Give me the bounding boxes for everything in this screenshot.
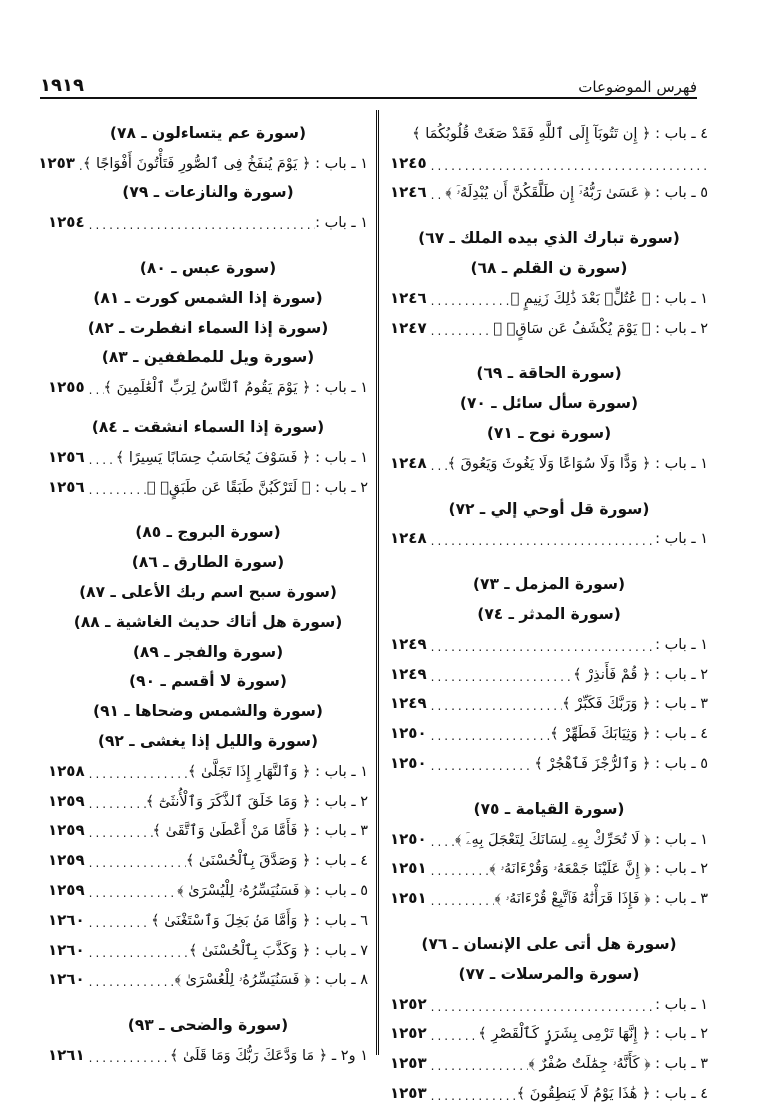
dot-leader	[427, 535, 656, 547]
toc-entry	[48, 959, 368, 989]
toc-entry	[48, 436, 368, 466]
entry-page-number: ١٢٥٥	[48, 378, 85, 397]
dot-leader	[85, 1052, 170, 1064]
toc-entry	[48, 201, 368, 231]
entry-page-number: ١٢٦٠	[48, 970, 85, 989]
surah-heading: (سورة الحاقة ـ ٦٩)	[476, 364, 622, 383]
dot-leader	[427, 160, 708, 172]
dot-leader	[427, 836, 455, 848]
dot-leader	[85, 454, 116, 466]
dot-leader	[85, 798, 146, 810]
entry-label: ٥ ـ باب : ﴿ وَٱلرُّجْزَ فَٱهْجُرْ ﴾	[534, 755, 708, 772]
surah-heading: (سورة البروج ـ ٨٥)	[135, 523, 281, 542]
dot-leader	[427, 460, 448, 472]
toc-entry	[390, 1072, 708, 1102]
toc-entry	[390, 172, 708, 202]
entry-label: ٣ ـ باب : ﴿ فَإِذَا قَرَأْنَٰهُ فَٱتَّبِعْ قُرْءَانَهُۥ ﴾	[494, 891, 708, 908]
spacer	[390, 907, 708, 923]
entry-label: ١ ـ باب : ﴿ فَسَوْفَ يُحَاسَبُ حِسَابًا يَسِيرًا ﴾	[115, 449, 368, 466]
page-number: ١٩١٩	[40, 75, 84, 96]
spacer	[48, 988, 368, 1004]
toc-entry	[38, 142, 368, 172]
surah-heading: (سورة سأل سائل ـ ٧٠)	[459, 394, 639, 413]
toc-entry	[390, 983, 708, 1013]
surah-heading: (سورة قل أوحي إلي ـ ٧٢)	[448, 499, 650, 518]
entry-label: ١ ـ باب : ﴿ يَوْمَ يُنفَخُ فِى ٱلصُّورِ فَتَأْتُونَ أَفْوَاجًا ﴾	[82, 155, 368, 172]
entry-page-number: ١٢٤٦	[390, 183, 427, 202]
entry-label: ٥ ـ باب : ﴿ عَسَىٰ رَبُّهُۥٓ إِن طَلَّقَكُنَّ أَن يُبْدِلَهُۥٓ ﴾	[445, 185, 708, 202]
entry-label: ٤ ـ باب : ﴿ هَٰذَا يَوْمُ لَا يَنطِقُونَ ﴾	[516, 1085, 708, 1102]
index-column-left	[38, 112, 368, 1064]
toc-entry	[48, 750, 368, 780]
spacer	[390, 772, 708, 788]
toc-entry	[48, 366, 368, 396]
entry-label: ٣ ـ باب : ﴿ فَأَمَّا مَنْ أَعْطَىٰ وَٱتَّقَىٰ ﴾	[152, 823, 368, 840]
entry-page-number: ١٢٦٠	[48, 910, 85, 929]
dot-leader	[85, 384, 104, 396]
dot-leader	[85, 219, 316, 231]
surah-heading: (سورة القيامة ـ ٧٥)	[473, 799, 625, 818]
entry-page-number: ١٢٥٩	[48, 821, 85, 840]
column-separator	[376, 110, 379, 1055]
entry-page-number: ١٢٥٣	[38, 153, 75, 172]
spacer	[48, 396, 368, 406]
surah-heading: (سورة سبح اسم ربك الأعلى ـ ٨٧)	[79, 582, 337, 601]
entry-page-number: ١٢٦٠	[48, 940, 85, 959]
spacer	[390, 337, 708, 353]
entry-label: ٤ ـ باب : ﴿ وَصَدَّقَ بِٱلْحُسْنَىٰ ﴾	[185, 853, 368, 870]
entry-page-number: ١٢٥٠	[390, 724, 427, 743]
dot-leader	[427, 760, 535, 772]
toc-entry	[390, 112, 708, 142]
toc-entry	[390, 818, 708, 848]
toc-entry	[390, 623, 708, 653]
dot-leader	[85, 484, 147, 496]
entry-page-number: ١٢٥٩	[48, 880, 85, 899]
spacer	[390, 201, 708, 217]
spacer	[390, 547, 708, 563]
entry-label: ٨ ـ باب : ﴿ فَسَنُيَسِّرُهُۥ لِلْعُسْرَىٰ ﴾	[174, 972, 368, 989]
toc-entry	[390, 1013, 708, 1043]
toc-entry	[390, 518, 708, 548]
dot-leader	[427, 325, 494, 337]
dot-leader	[427, 895, 495, 907]
toc-entry	[390, 712, 708, 742]
surah-heading: (سورة المدثر ـ ٧٤)	[477, 604, 621, 623]
toc-entry	[390, 142, 708, 172]
entry-label: ٢ ـ باب : ﴿ لَتَرْكَبُنَّ طَبَقًا عَن طَبَقٍۢ ﴾	[146, 479, 368, 496]
entry-page-number: ١٢٤٨	[390, 453, 427, 472]
surah-heading: (سورة هل أتاك حديث الغاشية ـ ٨٨)	[73, 612, 343, 631]
entry-page-number: ١٢٥١	[390, 889, 427, 908]
dot-leader	[427, 865, 490, 877]
dot-leader	[427, 730, 550, 742]
toc-entry	[390, 683, 708, 713]
entry-label: ٢ ـ باب : ﴿ وَمَا خَلَقَ ٱلذَّكَرَ وَٱلْأُنثَىٰٓ ﴾	[145, 793, 368, 810]
toc-entry	[390, 877, 708, 907]
spacer	[48, 496, 368, 512]
entry-page-number: ١٢٤٩	[390, 664, 427, 683]
dot-leader	[85, 768, 188, 780]
surah-heading: (سورة الطارق ـ ٨٦)	[131, 553, 285, 572]
surah-heading: (سورة والشمس وضحاها ـ ٩١)	[92, 702, 324, 721]
entry-page-number: ١٢٥٩	[48, 791, 85, 810]
entry-label: ١ ـ باب : ﴿ وَٱلنَّهَارِ إِذَا تَجَلَّىٰ ﴾	[187, 763, 368, 780]
entry-page-number: ١٢٥٢	[390, 994, 427, 1013]
dot-leader	[85, 947, 189, 959]
surah-heading: (سورة والليل إذا يغشى ـ ٩٢)	[97, 731, 319, 750]
toc-entry	[48, 839, 368, 869]
entry-label: ٢ ـ باب : ﴿ إِنَّهَا تَرْمِى بِشَرَرٍۢ كَٱلْقَصْرِ ﴾	[478, 1026, 708, 1043]
toc-entry	[390, 277, 708, 307]
dot-leader	[427, 1090, 517, 1102]
entry-page-number: ١٢٤٦	[390, 288, 427, 307]
entry-label: ١ ـ باب : ﴿ عُتُلٍّۭ بَعْدَ ذَٰلِكَ زَنِيمٍ ﴾	[510, 290, 708, 307]
entry-label: ١ ـ باب :	[655, 531, 708, 548]
spacer	[390, 472, 708, 488]
entry-page-number: ١٢٥٣	[390, 1054, 427, 1073]
surah-heading: (سورة ويل للمطففين ـ ٨٣)	[101, 348, 315, 367]
surah-heading: (سورة والنازعات ـ ٧٩)	[122, 183, 294, 202]
dot-leader	[427, 700, 563, 712]
entry-label: ٤ ـ باب : ﴿ وَثِيَابَكَ فَطَهِّرْ ﴾	[550, 726, 708, 743]
entry-label: ١ ـ باب :	[655, 636, 708, 653]
dot-leader	[85, 976, 175, 988]
toc-entry	[48, 810, 368, 840]
spacer	[48, 231, 368, 247]
entry-page-number: ١٢٥٦	[48, 447, 85, 466]
surah-heading: (سورة عم يتساءلون ـ ٧٨)	[109, 123, 307, 142]
toc-entry	[48, 780, 368, 810]
toc-entry	[390, 307, 708, 337]
toc-entry	[48, 899, 368, 929]
entry-page-number: ١٢٥٨	[48, 761, 85, 780]
entry-page-number: ١٢٥٤	[48, 213, 85, 232]
entry-label: ٢ ـ باب : ﴿ قُمْ فَأَنذِرْ ﴾	[573, 666, 708, 683]
surah-heading: (سورة والمرسلات ـ ٧٧)	[458, 964, 640, 983]
surah-heading: (سورة عبس ـ ٨٠)	[139, 258, 277, 277]
dot-leader	[427, 295, 511, 307]
toc-entry	[390, 653, 708, 683]
entry-page-number: ١٢٥٠	[390, 829, 427, 848]
dot-leader	[85, 857, 186, 869]
toc-entry	[48, 869, 368, 899]
dot-leader	[427, 189, 446, 201]
entry-label: ١ ـ باب : ﴿ لَا تُحَرِّكْ بِهِۦ لِسَانَكَ لِتَعْجَلَ بِهِۦٓ ﴾	[455, 831, 708, 848]
dot-leader	[427, 641, 656, 653]
entry-page-number: ١٢٤٧	[390, 318, 427, 337]
dot-leader	[427, 671, 574, 683]
entry-label: ١ ـ باب :	[655, 996, 708, 1013]
entry-label: ٤ ـ باب : ﴿ إِن تَتُوبَآ إِلَى ٱللَّهِ فَقَدْ صَغَتْ قُلُوبُكُمَا ﴾	[412, 125, 708, 142]
surah-heading: (سورة إذا السماء انشقت ـ ٨٤)	[91, 417, 325, 436]
dot-leader	[75, 160, 83, 172]
entry-page-number: ١٢٥٩	[48, 851, 85, 870]
entry-label: ١ ـ باب :	[315, 215, 368, 232]
surah-heading: (سورة إذا السماء انفطرت ـ ٨٢)	[87, 318, 329, 337]
entry-page-number: ١٢٥٠	[390, 753, 427, 772]
entry-label: ٥ ـ باب : ﴿ فَسَنُيَسِّرُهُۥ لِلْيُسْرَىٰ ﴾	[177, 882, 368, 899]
header-rule	[40, 97, 697, 99]
toc-entry	[48, 1034, 368, 1064]
entry-label: ٢ ـ باب : ﴿ يَوْمَ يُكْشَفُ عَن سَاقٍۢ ﴾	[493, 320, 708, 337]
entry-page-number: ١٢٥٣	[390, 1083, 427, 1102]
entry-page-number: ١٢٤٥	[390, 153, 427, 172]
entry-label: ٧ ـ باب : ﴿ وَكَذَّبَ بِٱلْحُسْنَىٰ ﴾	[188, 942, 368, 959]
dot-leader	[85, 917, 152, 929]
dot-leader	[85, 887, 178, 899]
index-column-right	[390, 112, 708, 1102]
toc-entry	[390, 442, 708, 472]
running-title: فهرس الموضوعات	[578, 78, 697, 96]
toc-entry	[48, 466, 368, 496]
surah-heading: (سورة هل أتى على الإنسان ـ ٧٦)	[421, 934, 677, 953]
dot-leader	[427, 1001, 656, 1013]
entry-label: ١ و٢ ـ ﴿ مَا وَدَّعَكَ رَبُّكَ وَمَا قَلَىٰ ﴾	[169, 1047, 368, 1064]
toc-entry	[390, 848, 708, 878]
entry-page-number: ١٢٤٩	[390, 694, 427, 713]
surah-heading: (سورة المزمل ـ ٧٣)	[472, 575, 626, 594]
entry-label: ٢ ـ باب : ﴿ إِنَّ عَلَيْنَا جَمْعَهُۥ وَقُرْءَانَهُۥ ﴾	[489, 861, 708, 878]
entry-label: ٦ ـ باب : ﴿ وَأَمَّا مَنۢ بَخِلَ وَٱسْتَغْنَىٰ ﴾	[151, 912, 368, 929]
toc-entry	[390, 742, 708, 772]
surah-heading: (سورة إذا الشمس كورت ـ ٨١)	[93, 288, 323, 307]
surah-heading: (سورة والضحى ـ ٩٣)	[127, 1016, 289, 1035]
dot-leader	[427, 1060, 529, 1072]
surah-heading: (سورة والفجر ـ ٨٩)	[132, 642, 284, 661]
entry-page-number: ١٢٤٨	[390, 529, 427, 548]
entry-label: ١ ـ باب : ﴿ يَوْمَ يَقُومُ ٱلنَّاسُ لِرَبِّ ٱلْعَٰلَمِينَ ﴾	[103, 380, 368, 397]
dot-leader	[85, 827, 153, 839]
toc-entry	[48, 929, 368, 959]
surah-heading: (سورة تبارك الذي بيده الملك ـ ٦٧)	[418, 229, 680, 248]
dot-leader	[427, 1030, 479, 1042]
entry-page-number: ١٢٥١	[390, 859, 427, 878]
entry-page-number: ١٢٥٢	[390, 1024, 427, 1043]
surah-heading: (سورة ن القلم ـ ٦٨)	[470, 258, 628, 277]
entry-label: ٣ ـ باب : ﴿ وَرَبَّكَ فَكَبِّرْ ﴾	[562, 696, 708, 713]
page-header	[40, 72, 697, 96]
entry-label: ٣ ـ باب : ﴿ كَأَنَّهُۥ جِمَٰلَتٌ صُفْرٌ ﴾	[528, 1056, 708, 1073]
entry-page-number: ١٢٦١	[48, 1045, 85, 1064]
surah-heading: (سورة لا أقسم ـ ٩٠)	[129, 672, 287, 691]
surah-heading: (سورة نوح ـ ٧١)	[486, 423, 612, 442]
entry-page-number: ١٢٥٦	[48, 477, 85, 496]
entry-label: ١ ـ باب : ﴿ وَدًّا وَلَا سُوَاعًا وَلَا يَغُوثَ وَيَعُوقَ ﴾	[447, 455, 708, 472]
entry-page-number: ١٢٤٩	[390, 634, 427, 653]
toc-entry	[390, 1042, 708, 1072]
